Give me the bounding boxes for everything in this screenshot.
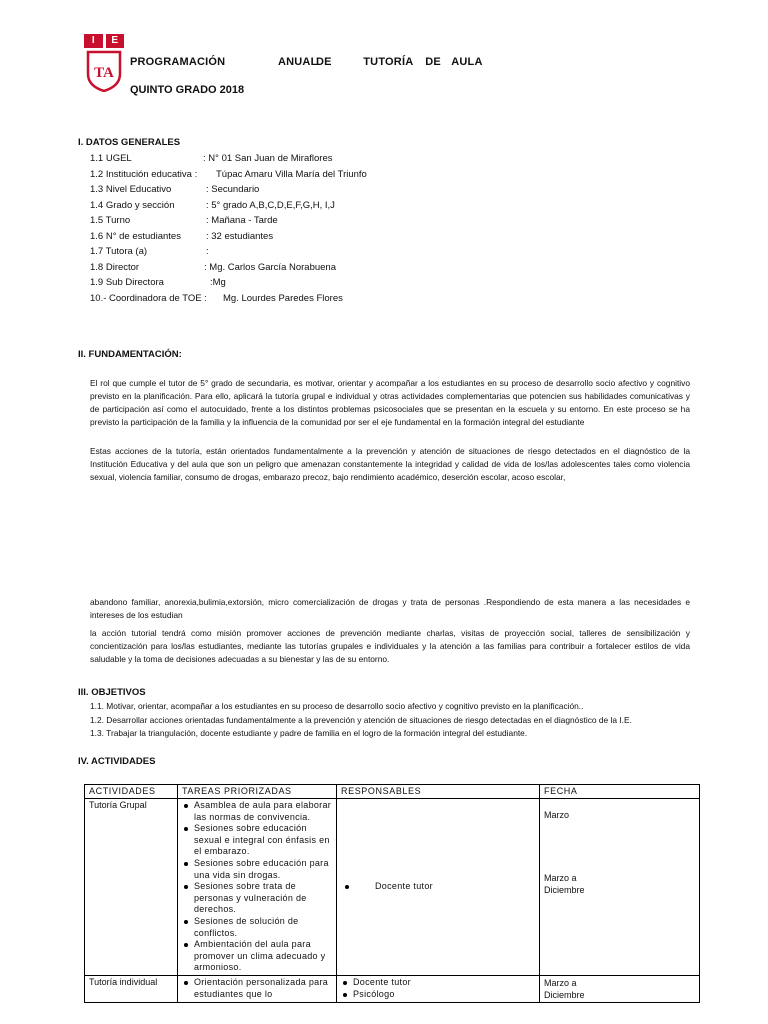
title-word: AULA bbox=[451, 56, 483, 68]
title-word: DE bbox=[316, 56, 332, 68]
column-header: ACTIVIDADES bbox=[85, 785, 178, 799]
task-item: Sesiones sobre educación para una vida sin drogas. bbox=[194, 858, 332, 881]
task-item: Orientación personalizada para estudiantes que lo bbox=[194, 977, 332, 1000]
table-row bbox=[85, 799, 700, 976]
datos-label: 1.1 UGEL bbox=[90, 153, 132, 164]
date-value: Marzo bbox=[544, 810, 570, 820]
objective-item: 1.1. Motivar, orientar, acompañar a los estudiantes en su proceso de desarrollo socio afectivo y cognitivo previsto en la planificación.. bbox=[90, 701, 584, 711]
table-header-row bbox=[85, 785, 700, 799]
paragraph: El rol que cumple el tutor de 5° grado de secundaria, es motivar, orientar y acompañar a los estudiantes en su proceso de desarrollo socio afectivo y cognitivo previsto en la planificación. Para ello, aplicará la tutoría grupal e individual y otras actividades complementarias que potencien sus habilidades comunicativas y de participación así como el autocuidado, frente a los distintos problemas psicosociales que se presentan en la escuela y su entorno. En este proceso se ha previsto la participación de la familia y la influencia de la comunidad por ser el eje fundamental en la formación integral del estudiante bbox=[90, 378, 690, 427]
task-item: Ambientación del aula para promover un clima adecuado y armonioso. bbox=[194, 939, 332, 974]
task-item: Sesiones sobre educación sexual e integral con énfasis en el embarazo. bbox=[194, 823, 332, 858]
datos-label: 1.2 Institución educativa : bbox=[90, 168, 198, 180]
logo-ie-letters bbox=[84, 34, 124, 48]
datos-value: : Secundario bbox=[206, 184, 260, 195]
column-header: RESPONSABLES bbox=[337, 785, 540, 799]
datos-label: 1.9 Sub Directora bbox=[90, 277, 164, 288]
tasks-cell bbox=[178, 799, 337, 976]
responsible-item: Docente tutor bbox=[355, 881, 535, 893]
task-item: Sesiones sobre trata de personas y vulneración de derechos. bbox=[194, 881, 332, 916]
datos-value: Mg. Lourdes Paredes Flores bbox=[223, 292, 343, 304]
datos-value: : bbox=[206, 246, 209, 257]
section-heading-objetivos: III. OBJETIVOS bbox=[78, 687, 146, 698]
datos-value: : N° 01 San Juan de Miraflores bbox=[203, 153, 333, 164]
date-cell bbox=[540, 975, 700, 1002]
datos-value: : Mañana - Tarde bbox=[206, 215, 278, 226]
paragraph: abandono familiar, anorexia,bulimia,extorsión, micro comercialización de drogas y trata de personas .Respondiendo de esta manera a las necesidades e intereses de los estudian bbox=[90, 597, 690, 620]
datos-value: : 5° grado A,B,C,D,E,F,G,H, I,J bbox=[206, 199, 335, 211]
datos-value: :Mg bbox=[210, 277, 226, 288]
responsible-item: Psicólogo bbox=[353, 989, 535, 1001]
date-value: Marzo a Diciembre bbox=[544, 873, 585, 895]
logo-letter-e: E bbox=[106, 34, 125, 48]
column-header: FECHA bbox=[540, 785, 700, 799]
document-subtitle: QUINTO GRADO 2018 bbox=[130, 84, 245, 96]
datos-value: Túpac Amaru Villa María del Triunfo bbox=[216, 168, 367, 180]
title-word: TUTORÍA bbox=[363, 56, 414, 68]
task-item: Asamblea de aula para elaborar las normas de convivencia. bbox=[194, 800, 332, 822]
logo-letter-i: I bbox=[84, 34, 103, 48]
column-header: TAREAS PRIORIZADAS bbox=[178, 785, 337, 799]
document-title bbox=[130, 56, 483, 68]
title-word: ANUAL bbox=[278, 56, 318, 68]
datos-label: 1.8 Director bbox=[90, 261, 140, 273]
section-heading-datos: I. DATOS GENERALES bbox=[78, 137, 181, 148]
section-heading-fundamentacion: II. FUNDAMENTACIÓN: bbox=[78, 349, 182, 360]
objective-item: 1.3. Trabajar la triangulación, docente estudiante y padre de familia en el logro de la formación integral del estudiante. bbox=[90, 728, 528, 738]
paragraph: Estas acciones de la tutoría, están orientados fundamentalmente a la prevención y atención de situaciones de riesgo detectados en el diagnóstico de la Institución Educativa y del aula que son un peligro que amenazan constantemente la integridad y calidad de vida de los/las adolescentes tales como violencia sexual, violencia familiar, consumo de drogas, embarazo precoz, bajo rendimiento académico, deserción escolar, acoso escolar, bbox=[90, 446, 690, 482]
activity-cell: Tutoría Grupal bbox=[85, 799, 178, 976]
datos-label: 1.3 Nivel Educativo bbox=[90, 184, 172, 195]
activities-table bbox=[84, 784, 700, 1003]
datos-value: : Mg. Carlos García Norabuena bbox=[204, 261, 337, 273]
activity-cell: Tutoría individual bbox=[85, 975, 178, 1002]
objective-item: 1.2. Desarrollar acciones orientadas fundamentalmente a la prevención y atención de situaciones de riesgo detectadas en el diagnóstico de la I.E. bbox=[90, 715, 632, 725]
shield-icon bbox=[86, 50, 122, 92]
datos-label: 1.7 Tutora (a) bbox=[90, 246, 148, 257]
datos-value: : 32 estudiantes bbox=[206, 230, 274, 242]
datos-label: 10.- Coordinadora de TOE : bbox=[90, 292, 207, 304]
responsible-cell bbox=[337, 975, 540, 1002]
title-word: PROGRAMACIÓN bbox=[130, 56, 226, 68]
date-value: Marzo a Diciembre bbox=[544, 977, 585, 1000]
paragraph: la acción tutorial tendrá como misión promover acciones de prevención mediante charlas, visitas de proyección social, talleres de sensibilización y concientización para los/las estudiantes, mediante las tutorías grupales e individuales y la atención a las familias para contribuir a fortalecer estilos de vida saludable y la toma de decisiones adecuadas a su bienestar y las de su entorno. bbox=[90, 628, 690, 664]
responsible-item: Docente tutor bbox=[353, 977, 535, 989]
date-cell bbox=[540, 799, 700, 976]
datos-label: 1.5 Turno bbox=[90, 215, 131, 226]
datos-label: 1.4 Grado y sección bbox=[90, 199, 175, 211]
section-heading-actividades: IV. ACTIVIDADES bbox=[78, 756, 156, 767]
tasks-cell bbox=[178, 975, 337, 1002]
task-item: Sesiones de solución de conflictos. bbox=[194, 916, 332, 939]
title-word: DE bbox=[425, 56, 441, 68]
logo-mark: TA bbox=[94, 65, 114, 81]
datos-label: 1.6 N° de estudiantes bbox=[90, 230, 181, 242]
responsible-cell bbox=[337, 799, 540, 976]
table-row bbox=[85, 975, 700, 1002]
school-logo bbox=[84, 34, 124, 92]
